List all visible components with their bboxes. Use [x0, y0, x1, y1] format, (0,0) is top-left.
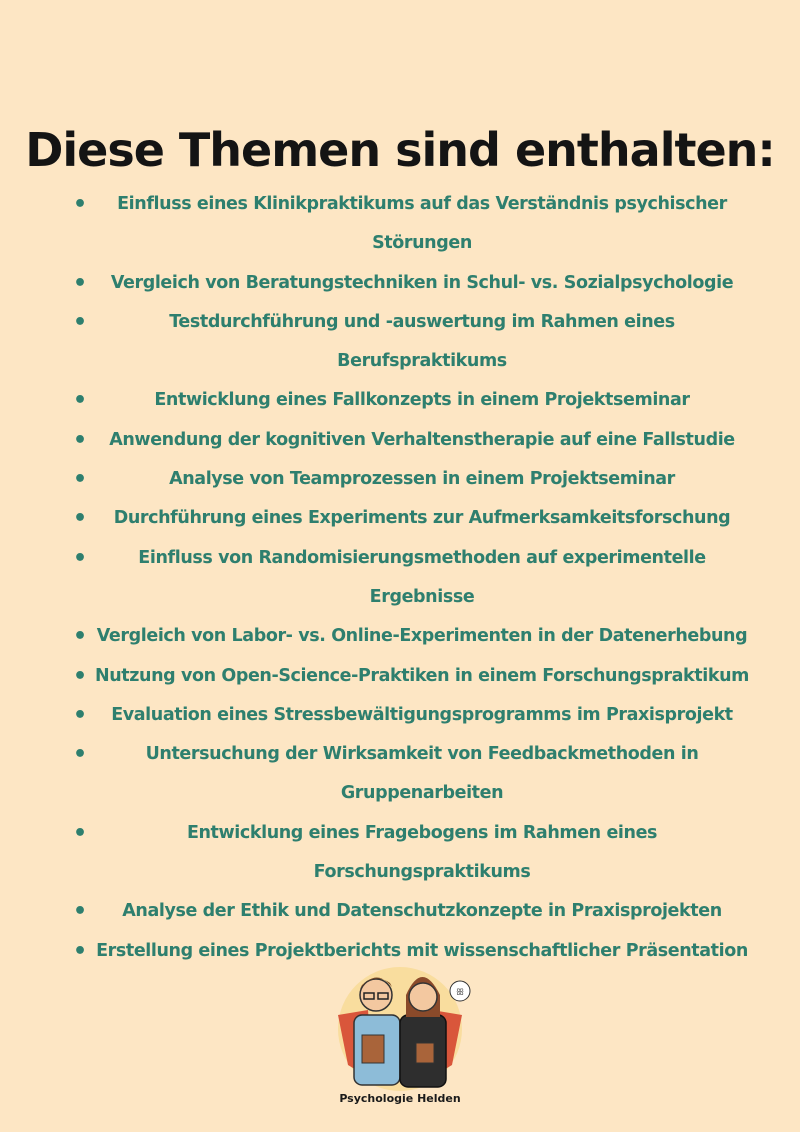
topic-item: [0, 814, 800, 893]
topic-text: Einfluss eines Klinikpraktikums auf das Verständnis psychischer Störungen: [117, 194, 727, 254]
topic-text: Erstellung eines Projektberichts mit wissenschaftlicher Präsentation: [96, 940, 748, 961]
topic-list: [0, 185, 800, 971]
topic-text: Durchführung eines Experiments zur Aufmerksamkeitsforschung: [113, 508, 731, 529]
topic-item: [0, 460, 800, 499]
brand-name: Psychologie Helden: [339, 1092, 461, 1105]
bullet-icon: •: [73, 309, 88, 335]
topic-item: [0, 185, 800, 264]
topic-item: [0, 892, 800, 931]
bullet-icon: •: [73, 742, 88, 768]
bullet-icon: •: [73, 270, 88, 296]
svg-text:ꕥ: ꕥ: [455, 988, 465, 998]
topic-text: Evaluation eines Stressbewältigungsprogramms im Praxisprojekt: [111, 704, 733, 725]
bullet-icon: •: [73, 899, 88, 925]
page-title: Diese Themen sind enthalten:: [25, 122, 775, 177]
topic-text: Analyse der Ethik und Datenschutzkonzepte in Praxisprojekten: [122, 901, 722, 922]
bullet-icon: •: [73, 663, 88, 689]
topic-item: [0, 303, 800, 382]
bullet-icon: •: [73, 702, 88, 728]
topic-text: Anwendung der kognitiven Verhaltenstherapie auf eine Fallstudie: [109, 429, 735, 450]
topic-item: [0, 657, 800, 696]
topic-item: [0, 264, 800, 303]
topic-item: [0, 735, 800, 814]
topic-text: Testdurchführung und -auswertung im Rahmen eines Berufspraktikums: [169, 311, 675, 372]
topic-item: [0, 421, 800, 460]
bullet-icon: •: [73, 506, 88, 532]
topic-text: Vergleich von Beratungstechniken in Schul- vs. Sozialpsychologie: [110, 272, 734, 293]
topic-text: Untersuchung der Wirksamkeit von Feedbackmethoden in Gruppenarbeiten: [145, 744, 699, 804]
bullet-icon: •: [73, 467, 88, 493]
bullet-icon: •: [73, 388, 88, 414]
psychologie-helden-logo: [318, 955, 482, 1095]
topic-item: [0, 381, 800, 420]
topic-text: Vergleich von Labor- vs. Online-Experimenten in der Datenerhebung: [96, 626, 748, 647]
bullet-icon: •: [73, 545, 88, 571]
topic-text: Analyse von Teamprozessen in einem Projektseminar: [169, 469, 675, 490]
topic-item: [0, 539, 800, 618]
topic-item: [0, 499, 800, 538]
topic-item: [0, 696, 800, 735]
topic-text: Entwicklung eines Fallkonzepts in einem Projektseminar: [154, 390, 690, 411]
topic-text: Entwicklung eines Fragebogens im Rahmen eines Forschungspraktikums: [186, 822, 658, 883]
bullet-icon: •: [73, 938, 88, 964]
topic-item: [0, 617, 800, 656]
bullet-icon: •: [73, 624, 88, 650]
topic-text: Einfluss von Randomisierungsmethoden auf experimentelle Ergebnisse: [138, 547, 706, 607]
bullet-icon: •: [73, 820, 88, 846]
bullet-icon: •: [73, 192, 88, 217]
topic-text: Nutzung von Open-Science-Praktiken in einem Forschungspraktikum: [94, 665, 749, 686]
bullet-icon: •: [73, 427, 88, 453]
